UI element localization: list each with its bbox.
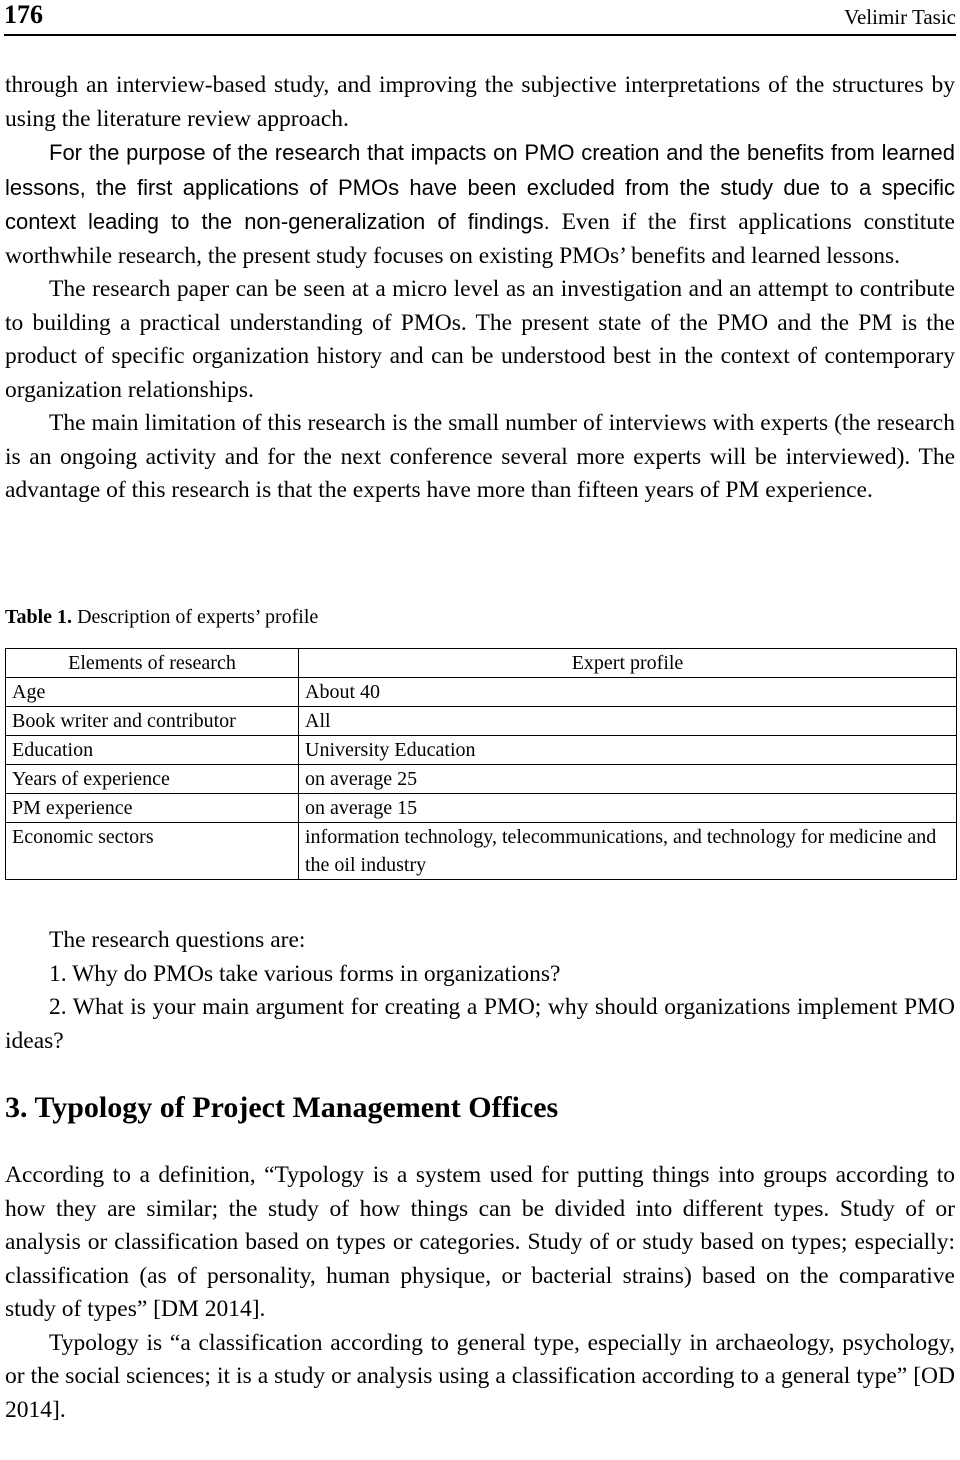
running-head [4, 0, 956, 36]
table-row [6, 823, 957, 880]
column-header: Elements of research [6, 649, 299, 678]
table-caption-text: Description of experts’ profile [72, 606, 319, 628]
paragraph: The main limitation of this research is the small number of interviews with experts (the research is an ongoing activity and for the next conference several more experts will be interviewed). The advantage of this research is that the experts have more than fifteen years of PM experience. [5, 410, 955, 503]
intro-text [5, 69, 955, 508]
table-row [6, 794, 957, 823]
paragraph: Typology is “a classification according to general type, especially in archaeology, psychology, or the social sciences; it is a study or analysis using a classification according to a general type” [OD 2014]. [5, 1329, 955, 1423]
table-cell: All [299, 707, 957, 736]
table-cell: Age [6, 678, 299, 707]
table-cell: Book writer and contributor [6, 707, 299, 736]
table-row [6, 707, 957, 736]
page-number: 176 [4, 0, 43, 29]
table-cell: Education [6, 736, 299, 765]
table-cell: on average 15 [299, 794, 957, 823]
table-cell: About 40 [299, 678, 957, 707]
table-caption [5, 603, 318, 631]
question-item: 2. What is your main argument for creating a PMO; why should organizations implement PMO ideas? [5, 994, 955, 1054]
table-cell: on average 25 [299, 765, 957, 794]
table-header-row [6, 649, 957, 678]
paragraph: According to a definition, “Typology is a system used for putting things into groups according to how they are similar; the study of how things can be divided into different types. Study of or analysis or classification based on types or categories. Study of or study based on types; especially: classification (as of personality, human physique, or bacterial strains) based on the comparative study of types” [DM 2014]. [5, 1162, 955, 1322]
table-cell: University Education [299, 736, 957, 765]
table-cell: Economic sectors [6, 823, 299, 880]
paragraph-sans-run: For the purpose of the research that impacts on PMO creation and the benefits from learned lessons, the first applications of PMOs have been excluded from the study due to a specific context leading to the non-generalization of findings. [5, 140, 955, 234]
table-cell: Years of experience [6, 765, 299, 794]
research-questions [5, 924, 955, 1058]
running-author: Velimir Tasic [844, 5, 956, 29]
table-row [6, 736, 957, 765]
expert-profile-table [5, 648, 957, 880]
table-cell: information technology, telecommunications, and technology for medicine and the oil industry [299, 823, 957, 880]
table-cell: PM experience [6, 794, 299, 823]
paragraph: through an interview-based study, and improving the subjective interpretations of the structures by using the literature review approach. [5, 72, 955, 132]
table-caption-label: Table 1. [5, 606, 73, 628]
paragraph-serif-run: Even if the first applications constitute worthwhile research, the present study focuses on existing PMOs’ benefits and learned lessons. [5, 209, 955, 269]
section-text [5, 1159, 955, 1427]
paragraph [5, 136, 955, 273]
questions-intro: The research questions are: [49, 927, 306, 953]
section-heading: 3. Typology of Project Management Offices [5, 1091, 559, 1124]
question-item: 1. Why do PMOs take various forms in organizations? [49, 960, 561, 987]
table-row [6, 678, 957, 707]
table-row [6, 765, 957, 794]
column-header: Expert profile [299, 649, 957, 678]
paragraph: The research paper can be seen at a micro level as an investigation and an attempt to contribute to building a practical understanding of PMOs. The present state of the PMO and the PM is the product of specific organization history and can be understood best in the context of contemporary organization relationships. [5, 276, 955, 403]
